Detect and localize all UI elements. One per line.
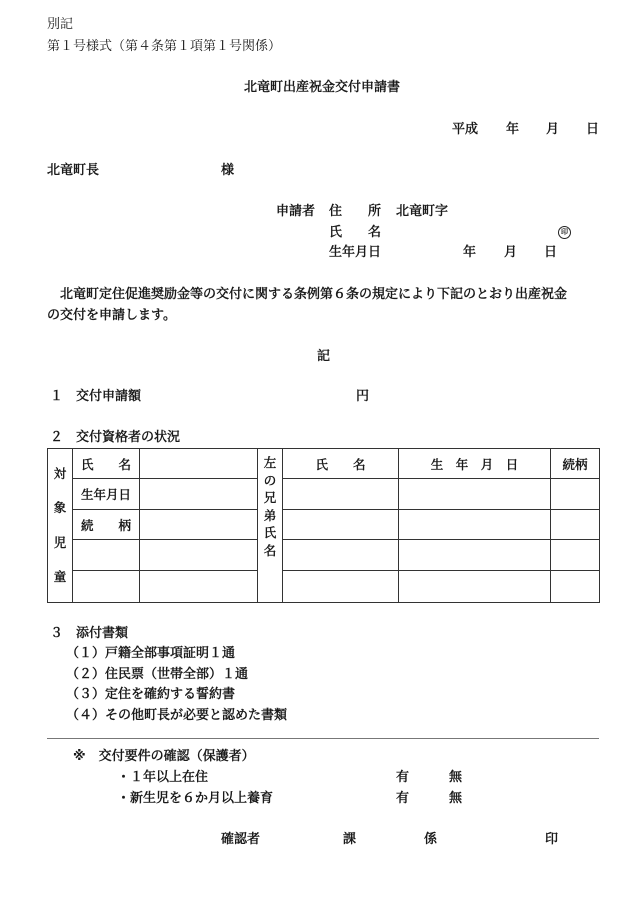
sibling-cell[interactable]: [399, 540, 551, 571]
child-name-label: 氏 名: [73, 449, 140, 479]
subsection-label: 係: [424, 832, 438, 847]
sibling-cell[interactable]: [551, 540, 600, 571]
siblings-vertical-label: 左 の 兄 弟 氏 名: [258, 449, 283, 603]
checker-label: 確認者: [221, 832, 261, 847]
stamp-label: 印: [545, 832, 559, 847]
sibling-cell[interactable]: [399, 479, 551, 510]
child-birthdate-cell[interactable]: [140, 479, 258, 510]
residence-no[interactable]: 無: [449, 770, 463, 785]
divider: [47, 738, 599, 739]
applicant-label: 申請者: [276, 204, 316, 219]
yen-unit: 円: [356, 389, 370, 404]
child-name-cell[interactable]: [140, 449, 258, 479]
child-extra-cell[interactable]: [140, 571, 258, 603]
birthdate-label: 生年月日: [329, 245, 382, 260]
child-extra-label-cell: [73, 540, 140, 571]
sibling-cell[interactable]: [283, 479, 399, 510]
document-title: 北竜町出産祝金交付申請書: [244, 80, 401, 95]
addressee-honorific: 様: [221, 163, 235, 178]
era-label: 平成: [452, 122, 479, 137]
ki-heading: 記: [317, 349, 331, 364]
month-label: 月: [546, 122, 560, 137]
item2-label: ２ 交付資格者の状況: [50, 430, 181, 445]
residence-yes[interactable]: 有: [396, 770, 410, 785]
addressee-name: 北竜町長: [47, 163, 100, 178]
sibling-cell[interactable]: [283, 540, 399, 571]
sibling-cell[interactable]: [283, 571, 399, 603]
child-relation-label: 続 柄: [73, 510, 140, 540]
child-extra-label-cell: [73, 571, 140, 603]
item1-label: １ 交付申請額: [50, 389, 142, 404]
target-child-vertical-label: 対 象 児 童: [48, 449, 73, 603]
sibling-cell[interactable]: [551, 479, 600, 510]
residence-check-label: ・１年以上在住: [117, 770, 209, 785]
attachment-item: （４）その他町長が必要と認めた書類: [66, 708, 288, 723]
birth-year-label: 年: [463, 245, 477, 260]
section-label: 課: [343, 832, 357, 847]
childcare-check-label: ・新生児を６か月以上養育: [117, 791, 274, 806]
child-birthdate-label: 生年月日: [73, 479, 140, 510]
birth-day-label: 日: [544, 245, 558, 260]
year-label: 年: [506, 122, 520, 137]
attachment-item: （２）住民票（世帯全部）１通: [66, 667, 249, 682]
address-label: 住 所: [329, 204, 382, 219]
childcare-yes[interactable]: 有: [396, 791, 410, 806]
attachment-item: （３）定住を確約する誓約書: [66, 687, 236, 702]
body-text-line-1: 北竜町定住促進奨励金等の交付に関する条例第６条の規定により下記のとおり出産祝金: [47, 287, 568, 302]
sibling-relation-header: 続柄: [551, 449, 600, 479]
appendix-label: 別記: [47, 17, 74, 32]
birth-month-label: 月: [504, 245, 518, 260]
seal-mark: 印: [558, 226, 571, 239]
eligible-person-table: [47, 448, 600, 603]
sibling-cell[interactable]: [551, 571, 600, 603]
sibling-name-header: 氏 名: [283, 449, 399, 479]
sibling-cell[interactable]: [399, 571, 551, 603]
sibling-cell[interactable]: [283, 510, 399, 540]
body-text-line-2: の交付を申請します。: [47, 308, 176, 323]
day-label: 日: [586, 122, 600, 137]
applicant-name-label: 氏 名: [329, 225, 382, 240]
form-number: 第１号様式（第４条第１項第１号関係）: [47, 39, 282, 54]
sibling-cell[interactable]: [551, 510, 600, 540]
child-extra-cell[interactable]: [140, 540, 258, 571]
sibling-cell[interactable]: [399, 510, 551, 540]
item3-label: ３ 添付書類: [50, 626, 129, 641]
address-value: 北竜町字: [396, 204, 449, 219]
childcare-no[interactable]: 無: [449, 791, 463, 806]
confirmation-title: ※ 交付要件の確認（保護者）: [73, 749, 255, 764]
sibling-birthdate-header: 生 年 月 日: [399, 449, 551, 479]
attachment-item: （１）戸籍全部事項証明１通: [66, 646, 236, 661]
child-relation-cell[interactable]: [140, 510, 258, 540]
